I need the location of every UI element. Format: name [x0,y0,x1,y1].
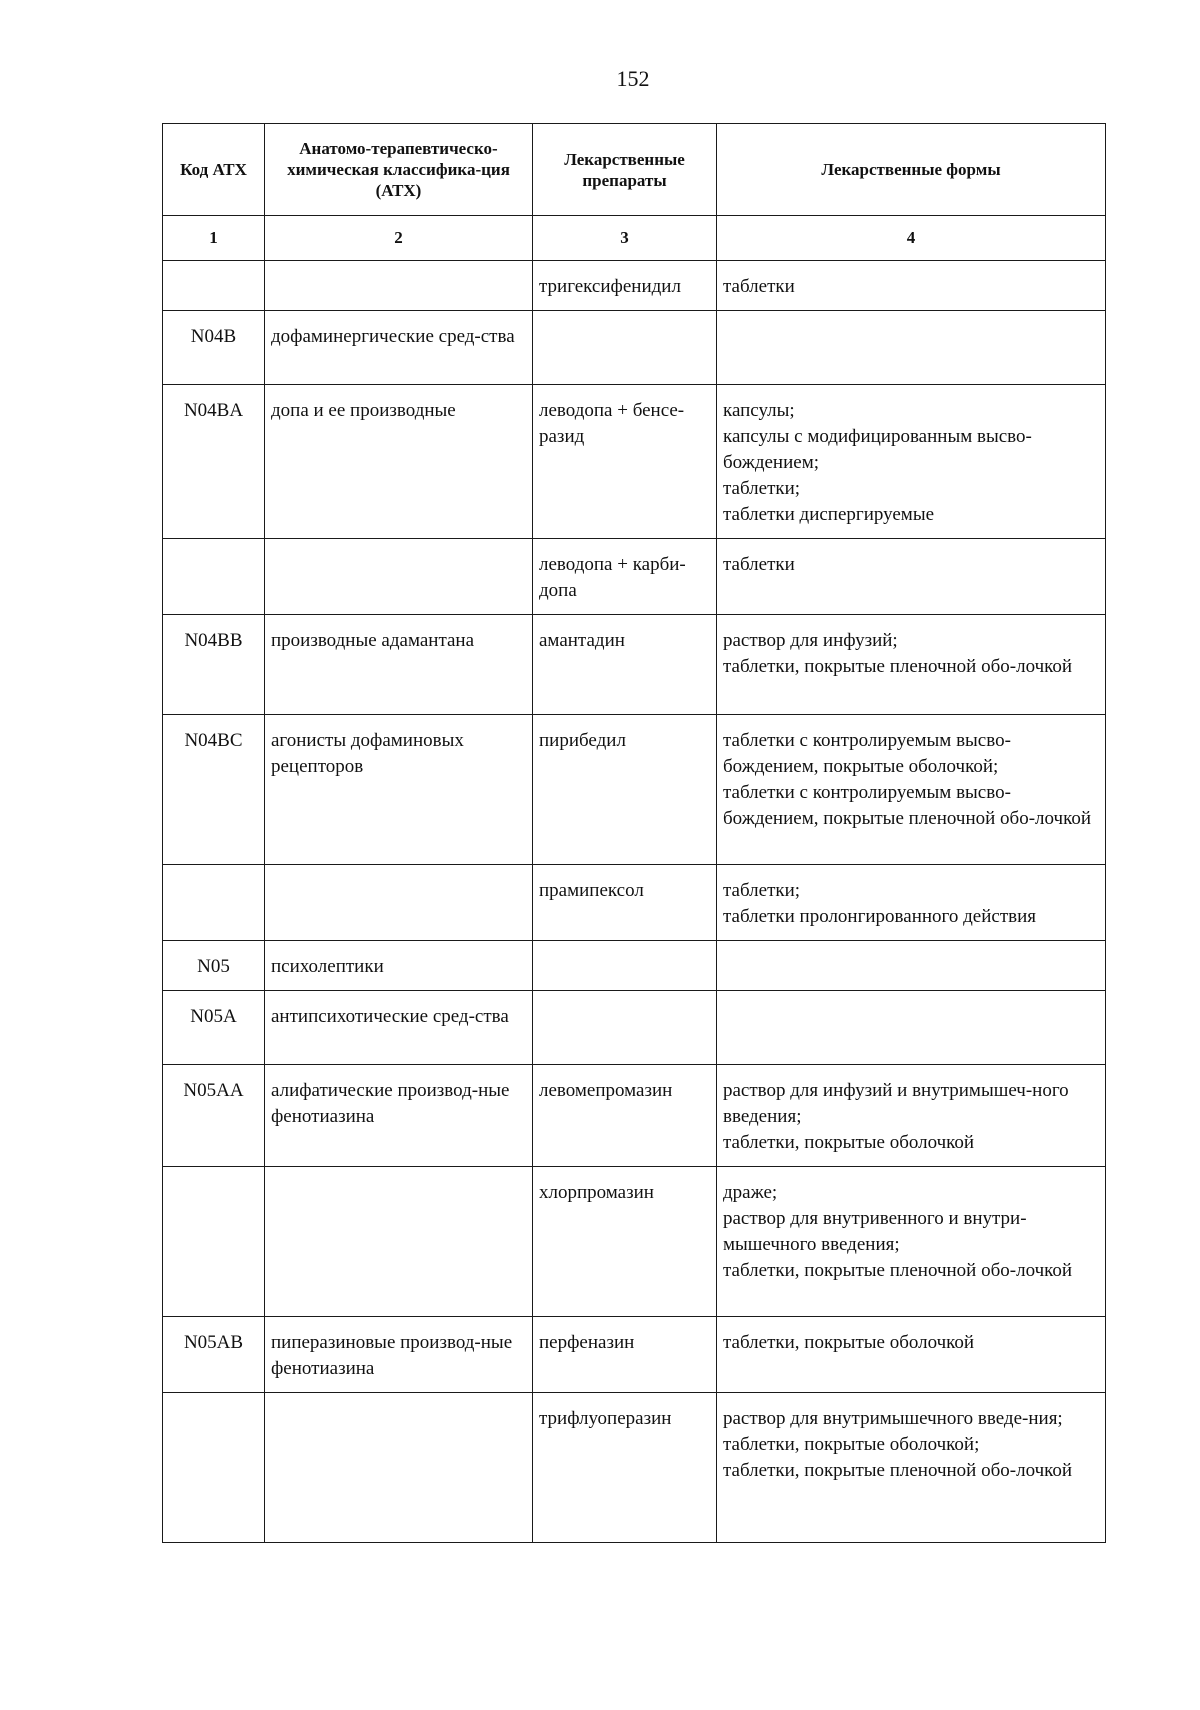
table-row [163,715,1106,865]
table-row [163,615,1106,715]
dosage-form: таблетки, покрытые оболочкой; [723,1434,980,1455]
dosage-form: капсулы; [723,400,795,421]
table-row [163,311,1106,385]
table-row [163,1065,1106,1167]
column-number-row [163,216,1106,261]
table-row [163,865,1106,941]
atx-code-cell: N04BA [163,385,265,539]
drug-cell: левомепромазин [533,1065,717,1167]
header-forms: Лекарственные формы [717,124,1106,216]
drug-cell: пирибедил [533,715,717,865]
table-row [163,1393,1106,1543]
classification-cell: агонисты дофаминовых рецепторов [265,715,533,865]
dosage-form: таблетки, покрытые пленочной обо-лочкой [723,656,1073,677]
classification-cell [265,261,533,311]
column-number: 1 [163,216,265,261]
atx-code-cell: N04BB [163,615,265,715]
classification-cell: допа и ее производные [265,385,533,539]
dosage-form: таблетки диспергируемые [723,504,935,525]
classification-cell: психолептики [265,941,533,991]
atx-code-cell: N04BC [163,715,265,865]
dosage-form: таблетки; [723,478,801,499]
drug-cell [533,311,717,385]
dosage-forms-cell [717,715,1106,865]
dosage-form: таблетки, покрытые оболочкой [723,1132,975,1153]
column-number: 2 [265,216,533,261]
atx-code-cell: N05 [163,941,265,991]
atx-code-cell [163,1167,265,1317]
dosage-form: таблетки [723,276,795,297]
column-number: 3 [533,216,717,261]
drug-cell: тригексифенидил [533,261,717,311]
classification-cell: пиперазиновые производ-ные фенотиазина [265,1317,533,1393]
dosage-forms-cell [717,311,1106,385]
dosage-form: раствор для инфузий; [723,630,898,651]
drug-cell [533,991,717,1065]
atx-code-cell: N04B [163,311,265,385]
classification-cell [265,1393,533,1543]
dosage-forms-cell [717,865,1106,941]
drug-cell: леводопа + бенсе-разид [533,385,717,539]
atx-table [162,123,1106,1543]
dosage-form: таблетки [723,554,795,575]
classification-cell [265,865,533,941]
dosage-forms-cell [717,615,1106,715]
classification-cell: производные адамантана [265,615,533,715]
table-row [163,1317,1106,1393]
atx-table-body [163,261,1106,1543]
drug-cell: трифлуоперазин [533,1393,717,1543]
dosage-forms-cell [717,539,1106,615]
drug-cell: леводопа + карби-допа [533,539,717,615]
dosage-form: таблетки с контролируемым высво-бождением, покрытые оболочкой; [723,730,1011,777]
table-row [163,539,1106,615]
header-classification: Анатомо-терапевтическо-химическая классифика-ция (АТХ) [265,124,533,216]
dosage-form: раствор для внутримышечного введе-ния; [723,1408,1063,1429]
dosage-form: таблетки; [723,880,801,901]
table-row [163,941,1106,991]
header-drugs: Лекарственные препараты [533,124,717,216]
drug-cell: хлорпромазин [533,1167,717,1317]
dosage-form: таблетки с контролируемым высво-бождением, покрытые пленочной обо-лочкой [723,782,1092,829]
dosage-forms-cell [717,1393,1106,1543]
drug-cell [533,941,717,991]
atx-code-cell [163,865,265,941]
atx-code-cell [163,539,265,615]
dosage-form: таблетки пролонгированного действия [723,906,1036,927]
atx-code-cell: N05A [163,991,265,1065]
drug-cell: амантадин [533,615,717,715]
classification-cell [265,1167,533,1317]
table-row [163,385,1106,539]
dosage-forms-cell [717,385,1106,539]
dosage-form: раствор для инфузий и внутримышеч-ного введения; [723,1080,1069,1127]
table-row [163,261,1106,311]
classification-cell [265,539,533,615]
dosage-form: таблетки, покрытые пленочной обо-лочкой [723,1260,1073,1281]
table-row [163,991,1106,1065]
drug-cell: перфеназин [533,1317,717,1393]
classification-cell: антипсихотические сред-ства [265,991,533,1065]
atx-code-cell: N05AB [163,1317,265,1393]
table-row [163,1167,1106,1317]
dosage-form: капсулы с модифицированным высво-бождением; [723,426,1032,473]
atx-code-cell [163,1393,265,1543]
dosage-form: таблетки, покрытые пленочной обо-лочкой [723,1460,1073,1481]
drug-cell: прамипексол [533,865,717,941]
dosage-forms-cell [717,1065,1106,1167]
dosage-form: таблетки, покрытые оболочкой [723,1332,975,1353]
atx-code-cell: N05AA [163,1065,265,1167]
header-code: Код АТХ [163,124,265,216]
header-row [163,124,1106,216]
dosage-forms-cell [717,261,1106,311]
dosage-form: раствор для внутривенного и внутри-мышечного введения; [723,1208,1027,1255]
dosage-forms-cell [717,991,1106,1065]
dosage-form: драже; [723,1182,778,1203]
dosage-forms-cell [717,1317,1106,1393]
dosage-forms-cell [717,1167,1106,1317]
classification-cell: дофаминергические сред-ства [265,311,533,385]
classification-cell: алифатические производ-ные фенотиазина [265,1065,533,1167]
page-number: 152 [616,66,650,91]
dosage-forms-cell [717,941,1106,991]
atx-code-cell [163,261,265,311]
column-number: 4 [717,216,1106,261]
